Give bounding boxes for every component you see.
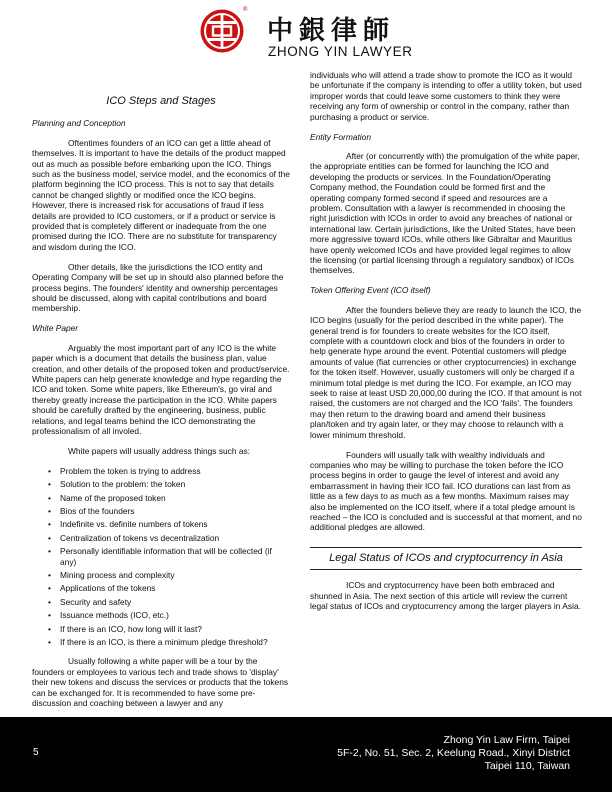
- list-item: • Solution to the problem: the token: [32, 479, 290, 489]
- list-item: • Security and safety: [32, 597, 290, 607]
- address-line-2: Taipei 110, Taiwan: [484, 760, 570, 772]
- list-item: • Indefinite vs. definite numbers of tokens: [32, 519, 290, 529]
- zhong-yin-logo-icon: [199, 7, 248, 54]
- list-item: • Bios of the founders: [32, 506, 290, 516]
- list-item: • Mining process and complexity: [32, 570, 290, 580]
- paragraph: After the founders believe they are ready to launch the ICO, the ICO begins (usually for the period described in the white paper). The general trend is for founders to create websites for the ICO itself, complete with a countdown clock and bios of the founders in order to help generate hype around the event. Potential customers will pledge amounts of value (fiat currencies or other cryptocurrencies) in exchange for the token itself. However, usually customers will only be charged if a minimum total pledge is met during the ICO. For example, an ICO may seek to raise at least USD 20,000,00 during the ICO. If that amount is not raised, the customers are not charged and the ICO 'fails'. The founders may then return to the drawing board and amend their business plan/token and try again later, or they may choose to relaunch with a lower minimum threshold.: [310, 304, 582, 440]
- firm-name: Zhong Yin Law Firm, Taipei: [443, 734, 570, 746]
- brand-name-english: ZHONG YIN LAWYER: [268, 44, 413, 59]
- paragraph: Usually following a white paper will be a tour by the founders or employees to various tech and trade shows to 'display' their new tokens and discuss the services or products that the tokens can be exchanged for. It is recommended to have some pre-discussion and coaching between a lawyer and any: [32, 656, 289, 709]
- page-number: 5: [33, 747, 39, 758]
- list-item: • Problem the token is trying to address: [32, 466, 290, 476]
- paragraph: White papers will usually address things such as:: [68, 445, 251, 456]
- section-title-legal-status: Legal Status of ICOs and cryptocurrency in Asia: [329, 551, 563, 564]
- section-title-ico-steps: ICO Steps and Stages: [106, 95, 216, 107]
- list-item: • Personally identifiable information that will be collected (if any): [32, 546, 290, 567]
- paragraph: Founders will usually talk with wealthy individuals and companies who may be willing to purchase the token before the ICO process begins in order to gauge the level of interest and avoid any embarrassment in having their ICO fail. ICO durations can last from as little as a few days to as much as a few months. Maximum raises may also be implemented on the ICO itself, where if a total pledge amount is reached – the ICO is concluded and is successful at that moment, and no additional pledges are allowed.: [310, 449, 582, 533]
- list-item: • If there is an ICO, how long will it last?: [32, 624, 290, 634]
- address-line-1: 5F-2, No. 51, Sec. 2, Keelung Road., Xinyi District: [337, 747, 570, 759]
- registered-mark: ®: [243, 7, 248, 13]
- page-footer: [0, 717, 612, 792]
- paragraph: ICOs and cryptocurrency have been both embraced and shunned in Asia. The next section of this article will review the current legal status of ICOs and cryptocurrency among the larger players in Asia.: [310, 580, 581, 611]
- list-item: • Issuance methods (ICO, etc.): [32, 610, 290, 620]
- brand-name-chinese: 中銀律師: [267, 16, 396, 46]
- list-item: • If there is an ICO, is there a minimum pledge threshold?: [32, 637, 290, 647]
- right-column: [310, 70, 582, 621]
- section-title-box: [310, 547, 582, 570]
- paragraph: Oftentimes founders of an ICO can get a little ahead of themselves. It is important to have the details of the product mapped out as much as possible before embarking upon the ICO. Things such as the business model, service model, and the economics of the platform beginning the ICO process. This is not to say that details cannot be changed slightly or modified once the ICO begins. However, there is increased risk for accusations of fraud if less details are provided to ICO customers, or if a product or service is provided that is completely different or inadequate from the one promised during the ICO. There are no substitute for transparency and wisdom during the ICO.: [32, 137, 290, 252]
- heading-white-paper: White Paper: [32, 323, 79, 334]
- paragraph: After (or concurrently with) the promulgation of the white paper, the appropriate entities can be formed for launching the ICO and developing the products or services. In the Foundation/Operating Company method, the Foundation could be formed first and the operating company formed second if speed and resources are a problem. Consultation with a lawyer is recommended in choosing the right jurisdiction with ICOs in order to avoid any breaches of national or international law. Certain jurisdictions, like the United States, have been more aggressive toward ICOs, while others like Gibraltar and Mauritius have openly welcomed ICOs and have provided legal regimes to allow the licensing (or partial licensing through a regulatory sandbox) of ICOs themselves.: [310, 150, 580, 276]
- left-column: [32, 96, 290, 718]
- list-item: • Centralization of tokens vs decentralization: [32, 533, 290, 543]
- firm-address: [337, 734, 570, 773]
- paragraph: Other details, like the jurisdictions the ICO entity and Operating Company will be set up in should also planned before the process begins. The founders' identity and ownership percentages should be discussed, along with capital contributions and board membership.: [32, 261, 284, 314]
- white-paper-topics-list: [32, 466, 290, 648]
- heading-token-offering-event: Token Offering Event (ICO itself): [310, 285, 431, 296]
- heading-entity-formation: Entity Formation: [310, 131, 371, 142]
- paragraph: Arguably the most important part of any ICO is the white paper which is a document that details the business plan, value creation, and other details of the proposed token and product/service. White papers can help generate knowledge and hype regarding the ICO and token. Some white papers, like Ethereum's, go viral and thereby greatly increase the participation in the ICO. White papers should be carefully drafted by the engineering, business, public relations, and legal teams behind the ICO demonstrating the professionalism of all involed.: [32, 342, 290, 436]
- paragraph: individuals who will attend a trade show to promote the ICO as it would be unfortunate if the company is intending to offer a utility token, but used improper words that could leave some customers to think they were receiving any form of ownership or control in the company, rather than purchasing a product or service.: [310, 70, 582, 122]
- list-item: • Name of the proposed token: [32, 493, 290, 503]
- heading-planning: Planning and Conception: [32, 118, 126, 129]
- list-item: • Applications of the tokens: [32, 583, 290, 593]
